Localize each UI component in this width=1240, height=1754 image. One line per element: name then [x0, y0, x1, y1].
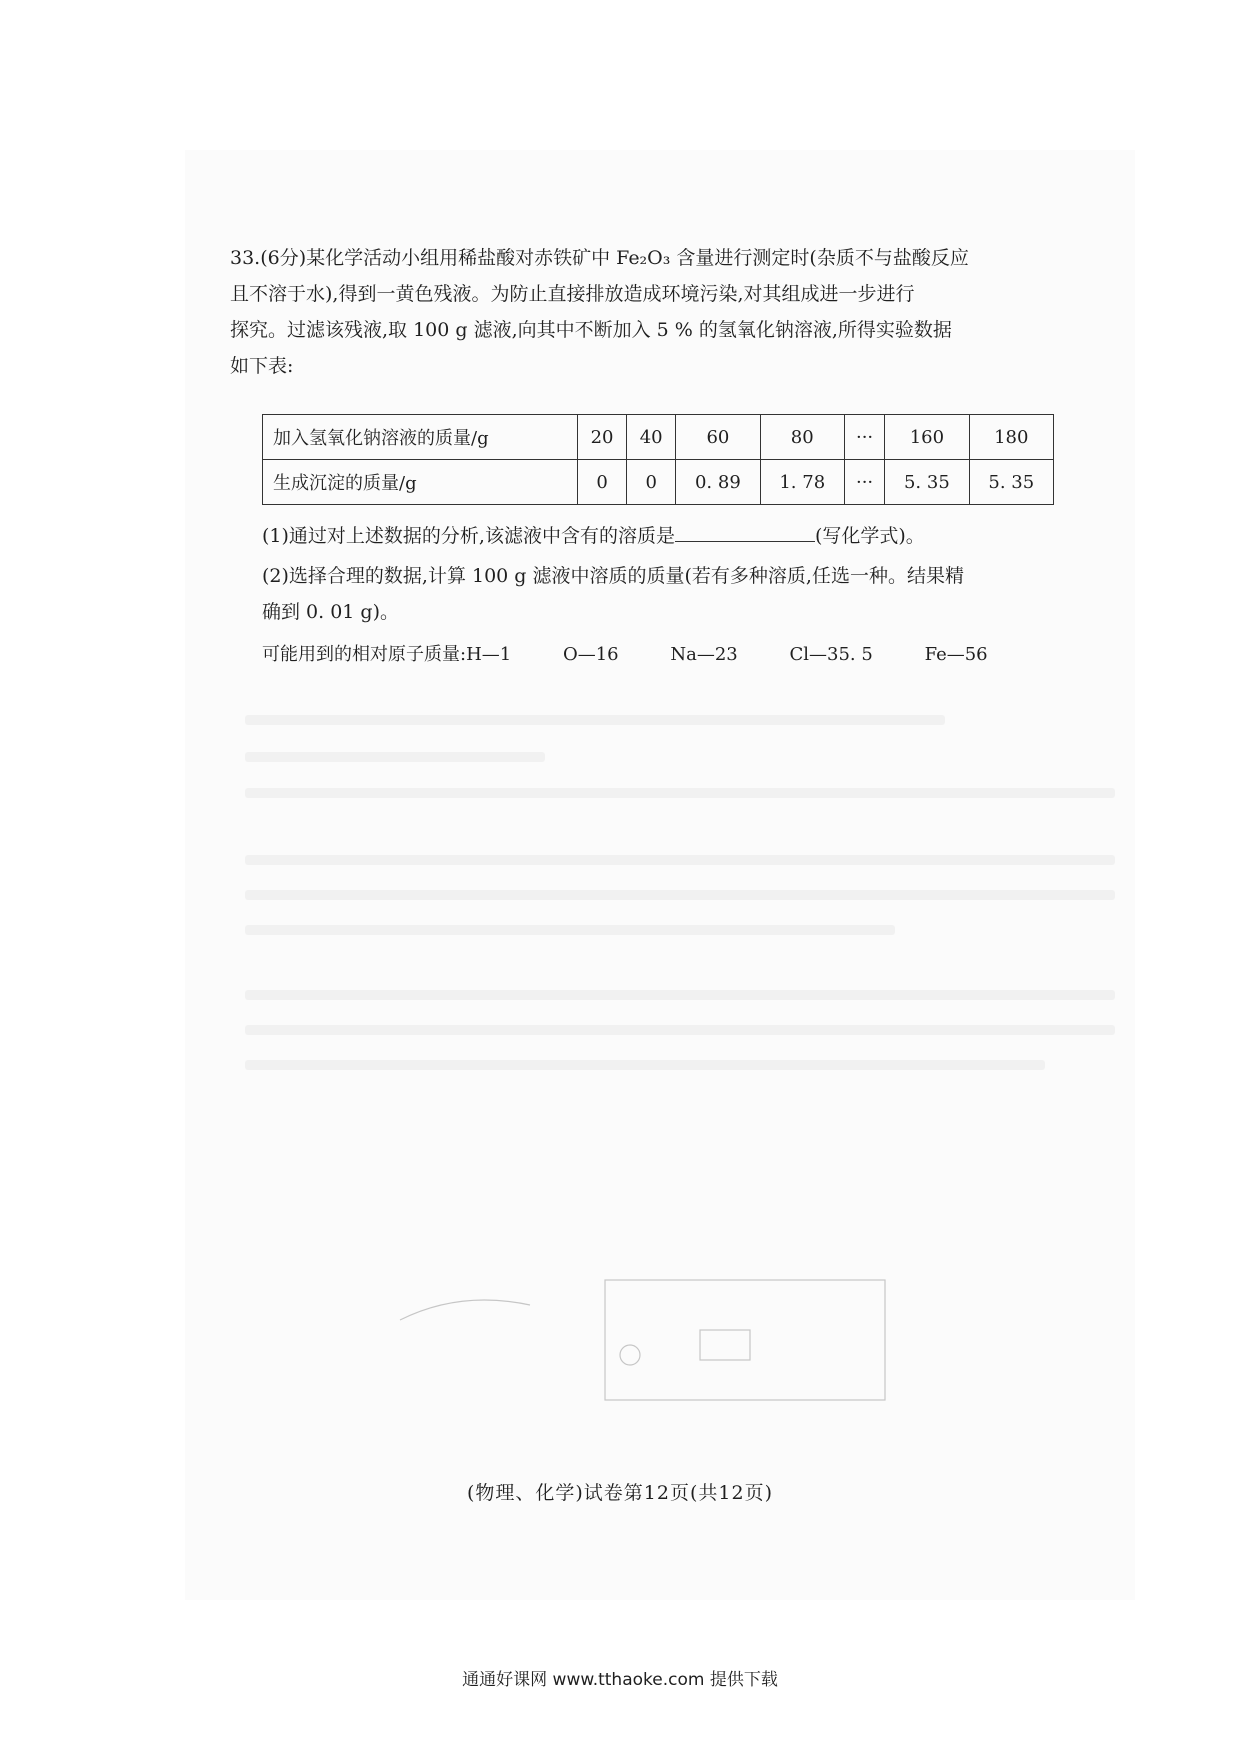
- atomic-mass-item: Na—23: [670, 644, 738, 665]
- question-33: [230, 240, 1050, 384]
- question-stem-line: 33.(6分)某化学活动小组用稀盐酸对赤铁矿中 Fe₂O₃ 含量进行测定时(杂质不与盐酸反应: [230, 247, 969, 269]
- atomic-mass-item: Fe—56: [924, 644, 988, 665]
- table-cell: 160: [885, 415, 969, 460]
- atomic-mass-item: Cl—35. 5: [789, 644, 873, 665]
- bleed-through-line: [245, 1025, 1115, 1035]
- bleed-through-line: [245, 855, 1115, 865]
- bleed-through-line: [245, 925, 895, 935]
- table-row: [263, 460, 1054, 505]
- table-cell: 5. 35: [969, 460, 1053, 505]
- bleed-through-line: [245, 788, 1115, 798]
- bleed-through-line: [245, 1060, 1045, 1070]
- table-cell: 0. 89: [676, 460, 760, 505]
- table-row-header: 加入氢氧化钠溶液的质量/g: [263, 415, 578, 460]
- table-cell: 80: [760, 415, 844, 460]
- table-row: [263, 415, 1054, 460]
- bleed-through-line: [245, 990, 1115, 1000]
- table-cell: ···: [844, 415, 884, 460]
- table-row-header: 生成沉淀的质量/g: [263, 460, 578, 505]
- bleed-through-line: [245, 752, 545, 762]
- experiment-data-table: [262, 414, 1054, 505]
- question-stem-line: 如下表:: [230, 355, 294, 377]
- bleed-through-line: [245, 715, 945, 725]
- page-footer: (物理、化学)试卷第12页(共12页): [466, 1482, 773, 1504]
- atomic-mass-item: O—16: [562, 644, 619, 665]
- subquestion-2: (2)选择合理的数据,计算 100 g 滤液中溶质的质量(若有多种溶质,任选一种。结果精 确到 0. 01 g)。: [262, 565, 964, 623]
- bleed-through-line: [245, 890, 1115, 900]
- question-stem-line: 且不溶于水),得到一黄色残液。为防止直接排放造成环境污染,对其组成进一步进行: [230, 283, 915, 305]
- question-stem-line: 探究。过滤该残液,取 100 g 滤液,向其中不断加入 5 % 的氢氧化钠溶液,所得实验数据: [230, 319, 952, 341]
- table-cell: 20: [578, 415, 627, 460]
- atomic-masses-label: 可能用到的相对原子质量:H—1: [262, 644, 512, 665]
- atomic-masses: [262, 640, 1034, 666]
- table-cell: 1. 78: [760, 460, 844, 505]
- table-cell: 180: [969, 415, 1053, 460]
- table-cell: 0: [627, 460, 676, 505]
- table-cell: 5. 35: [885, 460, 969, 505]
- question-number: 33.: [230, 247, 261, 269]
- table-cell: 60: [676, 415, 760, 460]
- answer-blank[interactable]: [675, 521, 815, 542]
- bleed-through-circuit-diagram: [380, 1250, 900, 1420]
- subquestion-1: (1)通过对上述数据的分析,该滤液中含有的溶质是 (写化学式)。: [262, 518, 1062, 554]
- source-credit: 通通好课网 www.tthaoke.com 提供下载: [462, 1670, 778, 1690]
- table-cell: ···: [844, 460, 884, 505]
- table-cell: 0: [578, 460, 627, 505]
- table-cell: 40: [627, 415, 676, 460]
